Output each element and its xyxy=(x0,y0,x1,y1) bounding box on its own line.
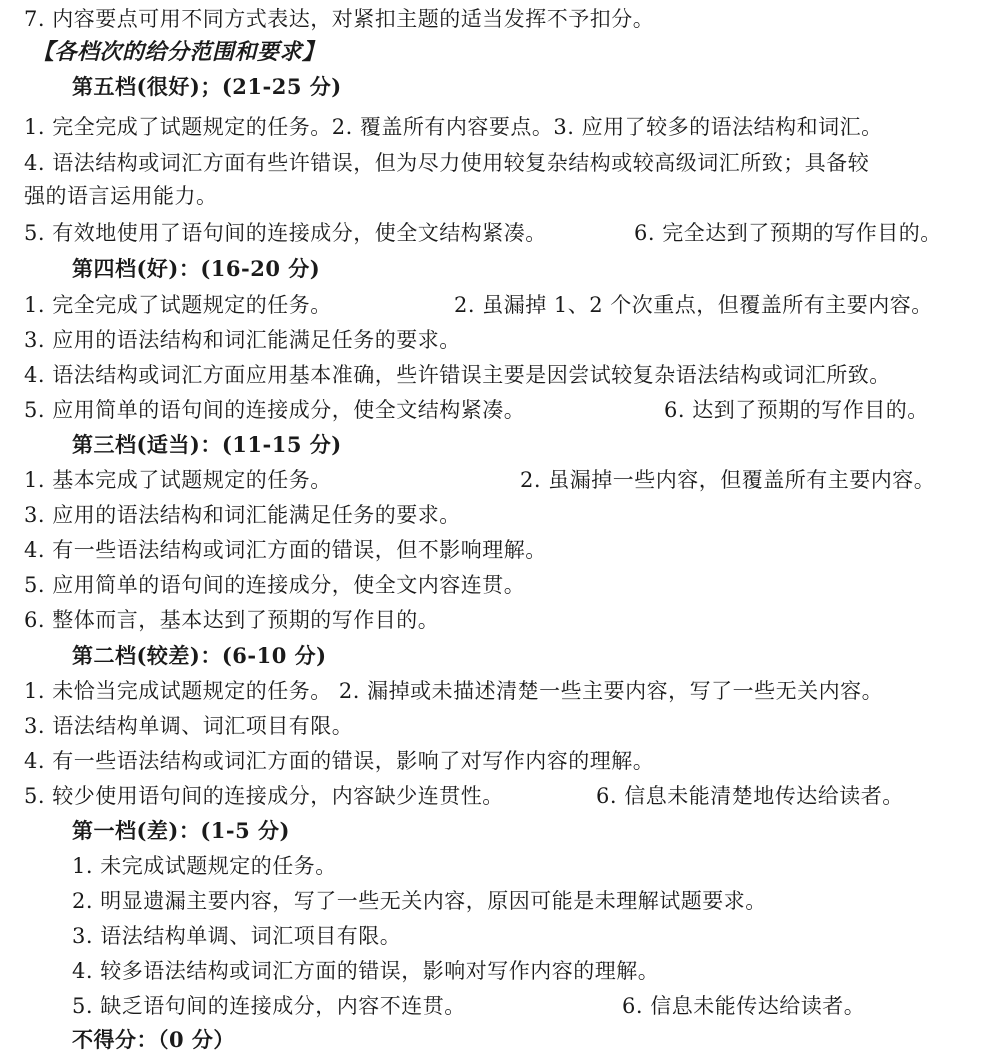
tier-3-title: 第三档(适当)：(11-15 分) xyxy=(72,432,342,457)
tier-4-item-1: 1. 完全完成了试题规定的任务。 xyxy=(24,293,332,317)
tier-2-title: 第二档(较差)：(6-10 分) xyxy=(72,643,327,668)
tier-3-line xyxy=(24,467,984,493)
tier-4-item-6: 6. 达到了预期的写作目的。 xyxy=(664,398,929,422)
tier-4-line xyxy=(24,397,984,423)
tier-1-item-6: 6. 信息未能传达给读者。 xyxy=(622,994,866,1018)
tier-3-line: 5. 应用简单的语句间的连接成分，使全文内容连贯。 xyxy=(24,573,526,597)
tier-5-line: 强的语言运用能力。 xyxy=(24,184,218,208)
tier-4-line: 3. 应用的语法结构和词汇能满足任务的要求。 xyxy=(24,328,461,352)
tier-1-line: 4. 较多语法结构或词汇方面的错误，影响对写作内容的理解。 xyxy=(72,959,660,983)
tier-3-line: 3. 应用的语法结构和词汇能满足任务的要求。 xyxy=(24,503,461,527)
tier-5-line: 1. 完全完成了试题规定的任务。2. 覆盖所有内容要点。3. 应用了较多的语法结构和词汇。 xyxy=(24,115,883,139)
tier-5-item-6: 6. 完全达到了预期的写作目的。 xyxy=(634,221,942,245)
tier-1-item-5: 5. 缺乏语句间的连接成分，内容不连贯。 xyxy=(72,994,466,1018)
tier-3-item-1: 1. 基本完成了试题规定的任务。 xyxy=(24,468,332,492)
tier-4-item-2: 2. 虽漏掉 1、2 个次重点，但覆盖所有主要内容。 xyxy=(454,293,933,317)
tier-1-title: 第一档(差)：(1-5 分) xyxy=(72,818,290,843)
tier-2-line xyxy=(24,783,984,809)
tier-4-item-5: 5. 应用简单的语句间的连接成分，使全文结构紧凑。 xyxy=(24,398,526,422)
tier-2-item-6: 6. 信息未能清楚地传达给读者。 xyxy=(596,784,904,808)
tier-3-item-2: 2. 虽漏掉一些内容，但覆盖所有主要内容。 xyxy=(520,468,936,492)
tier-3-line: 4. 有一些语法结构或词汇方面的错误，但不影响理解。 xyxy=(24,538,547,562)
tier-1-line xyxy=(72,993,972,1019)
section-heading: 【各档次的给分范围和要求】 xyxy=(32,39,325,65)
tier-4-line xyxy=(24,292,984,318)
tier-0-title: 不得分：（0 分） xyxy=(72,1027,235,1052)
tier-5-line xyxy=(24,220,984,246)
tier-4-title: 第四档(好)：(16-20 分) xyxy=(72,256,321,281)
tier-2-line: 1. 未恰当完成试题规定的任务。 2. 漏掉或未描述清楚一些主要内容，写了一些无关内容。 xyxy=(24,679,884,703)
tier-1-line: 2. 明显遗漏主要内容，写了一些无关内容，原因可能是未理解试题要求。 xyxy=(72,889,767,913)
tier-3-line: 6. 整体而言，基本达到了预期的写作目的。 xyxy=(24,608,440,632)
tier-1-line: 3. 语法结构单调、词汇项目有限。 xyxy=(72,924,402,948)
tier-2-line: 3. 语法结构单调、词汇项目有限。 xyxy=(24,714,354,738)
tier-2-item-5: 5. 较少使用语句间的连接成分，内容缺少连贯性。 xyxy=(24,784,504,808)
tier-5-title: 第五档(很好)；(21-25 分) xyxy=(72,74,342,99)
tier-2-line: 4. 有一些语法结构或词汇方面的错误，影响了对写作内容的理解。 xyxy=(24,749,655,773)
tier-5-item-5: 5. 有效地使用了语句间的连接成分，使全文结构紧凑。 xyxy=(24,221,547,245)
tier-4-line: 4. 语法结构或词汇方面应用基本准确，些许错误主要是因尝试较复杂语法结构或词汇所致。 xyxy=(24,363,891,387)
tier-5-line: 4. 语法结构或词汇方面有些许错误，但为尽力使用较复杂结构或较高级词汇所致；具备较 xyxy=(24,151,870,175)
intro-item-7: 7. 内容要点可用不同方式表达，对紧扣主题的适当发挥不予扣分。 xyxy=(24,7,655,31)
tier-1-line: 1. 未完成试题规定的任务。 xyxy=(72,854,337,878)
